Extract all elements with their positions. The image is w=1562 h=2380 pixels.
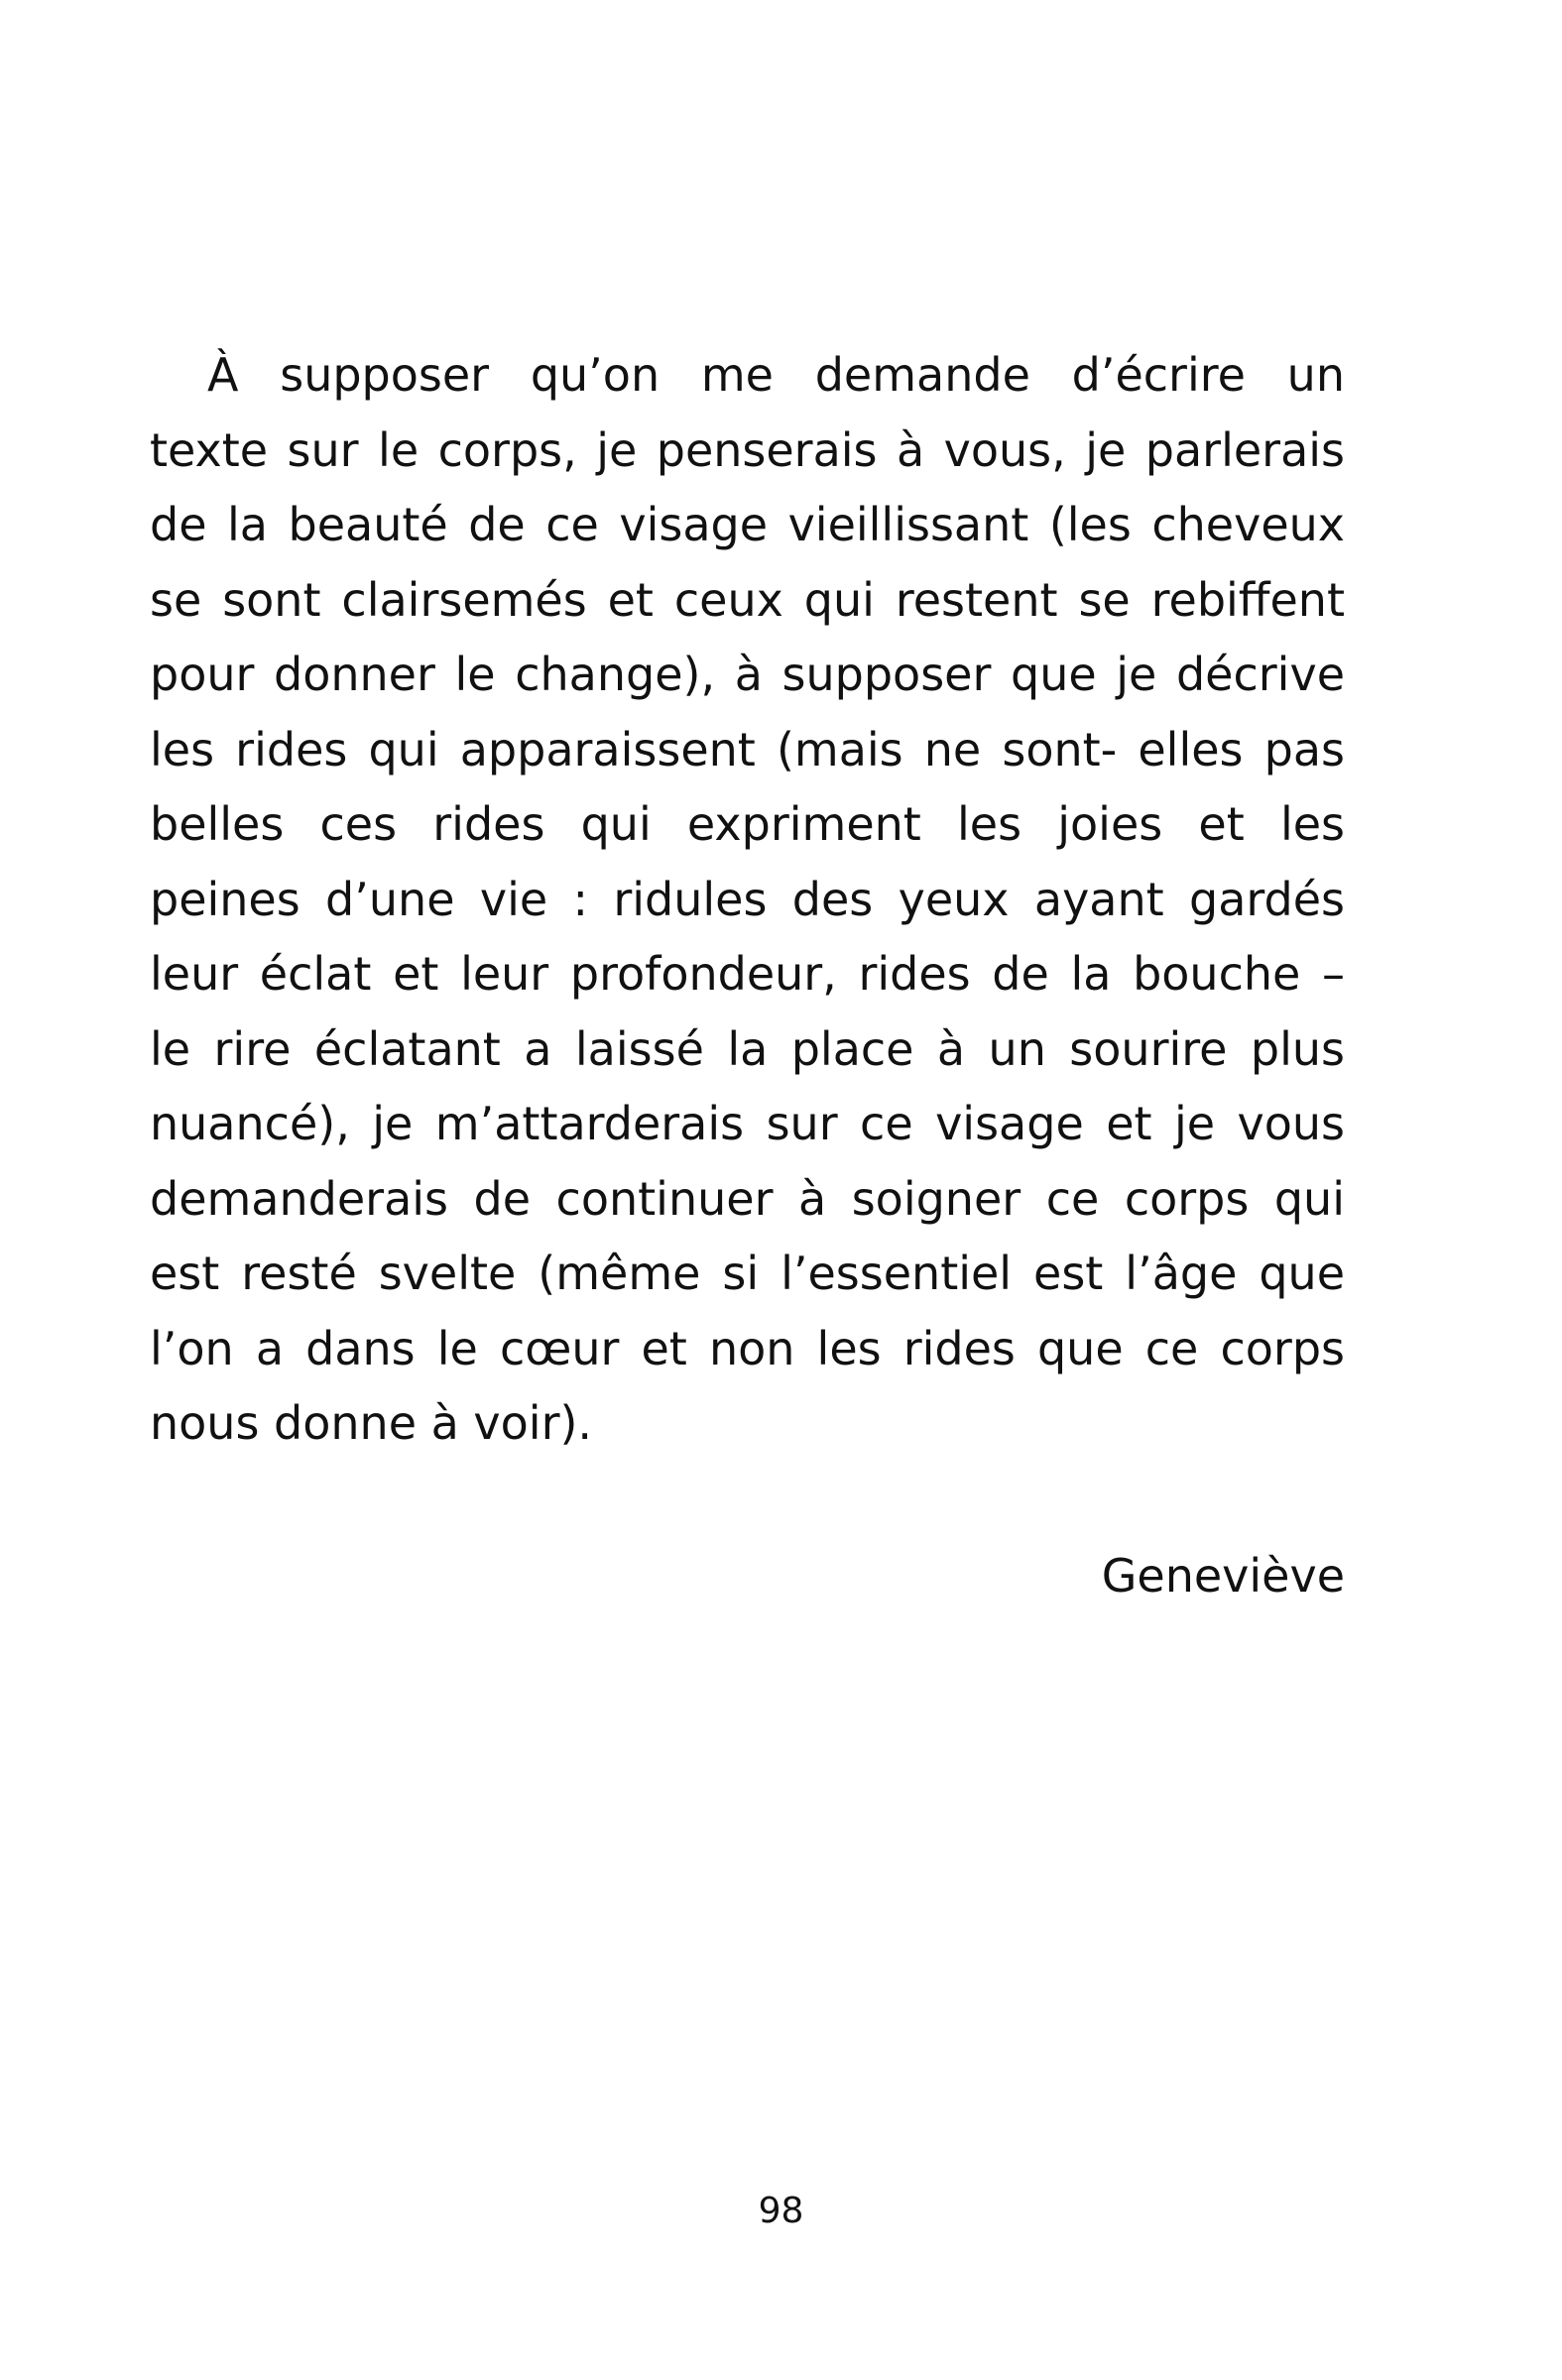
body-paragraph: [150, 338, 1345, 1462]
paragraph-line: le rire éclatant a laissé la place à un sourire plus: [150, 1021, 1345, 1076]
paragraph-line: se sont clairsemés et ceux qui restent se rebiffent: [150, 572, 1345, 627]
paragraph-line: leur éclat et leur profondeur, rides de la bouche –: [150, 947, 1345, 1001]
paragraph-line: texte sur le corps, je penserais à vous, je parlerais: [150, 422, 1345, 477]
paragraph-line: nous donne à voir).: [150, 1396, 593, 1450]
paragraph-line: est resté svelte (même si l’essentiel est l’âge que: [150, 1247, 1345, 1300]
paragraph-line: nuancé), je m’attarderais sur ce visage et je vous: [150, 1097, 1345, 1150]
paragraph-line: À supposer qu’on me demande d’écrire un: [207, 348, 1345, 402]
paragraph-line: peines d’une vie : ridules des yeux ayant gardés: [150, 872, 1345, 926]
paragraph-line: belles ces rides qui expriment les joies et les: [150, 797, 1345, 851]
paragraph-line: de la beauté de ce visage vieillissant (les cheveux: [150, 498, 1345, 551]
paragraph-line: pour donner le change), à supposer que je décrive: [150, 648, 1345, 701]
page-number: 98: [758, 2191, 804, 2231]
paragraph-line: les rides qui apparaissent (mais ne sont- elles pas: [150, 722, 1345, 776]
paragraph-line: l’on a dans le cœur et non les rides que ce corps: [150, 1321, 1345, 1375]
paragraph-line: demanderais de continuer à soigner ce corps qui: [150, 1171, 1345, 1226]
author-signature: Geneviève: [1101, 1549, 1345, 1603]
